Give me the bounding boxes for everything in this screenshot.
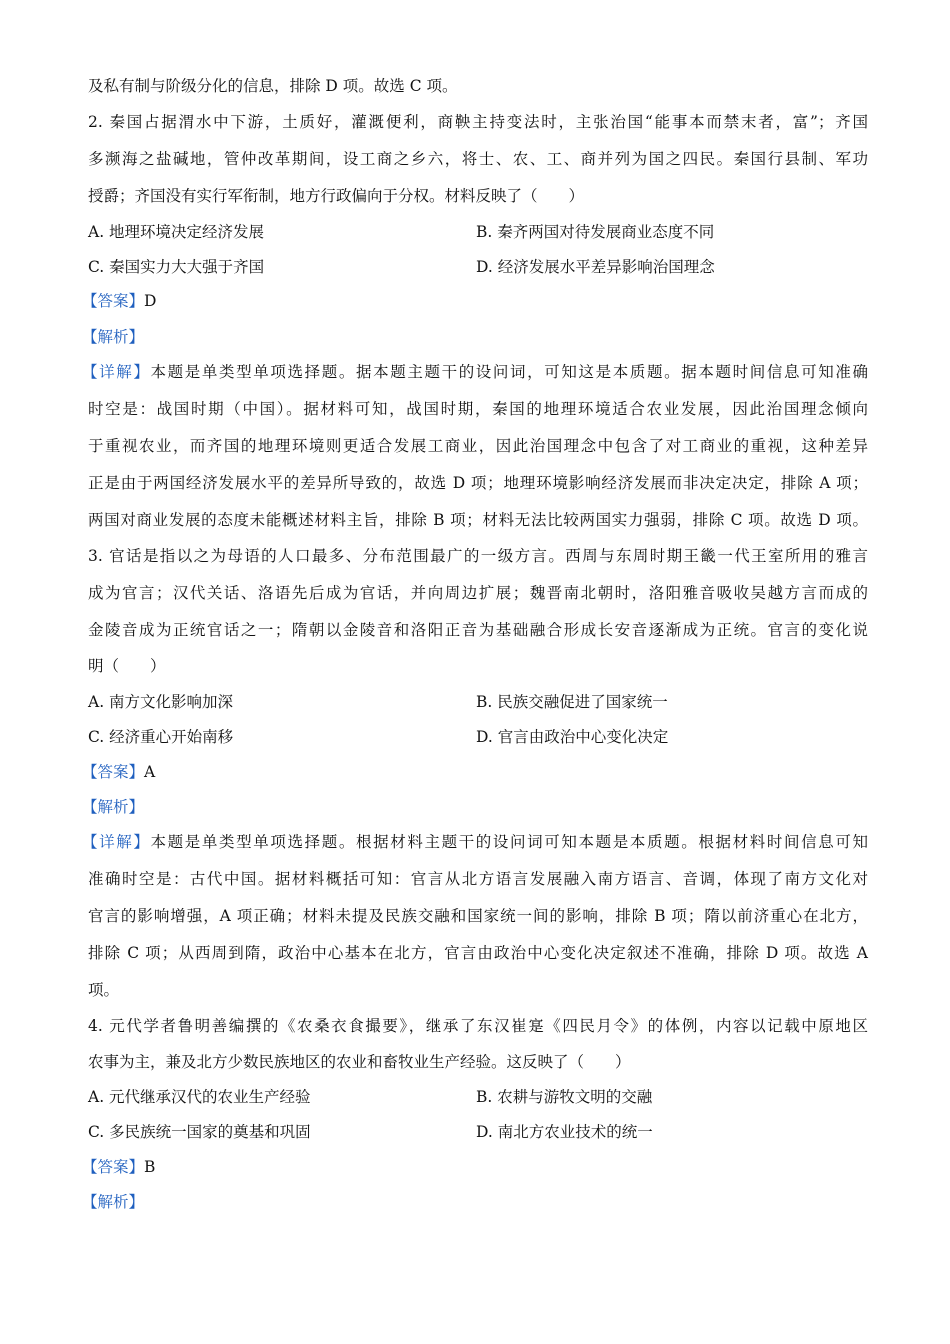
q2-detail-line: 正是由于两国经济发展水平的差异所导致的，故选 D 项；地理环境影响经济发展而非决定决定，排除 A 项； [88,474,868,492]
q3-stem-line: 成为官言；汉代关话、洛语先后成为官话，并向周边扩展；魏晋南北朝时，洛阳雅音吸收吴越方言而成的 [88,584,868,602]
q3-option-a: A. 南方文化影响加深 [88,693,234,711]
detail-label: 【详解】 [82,833,151,851]
q4-stem-line: 农事为主，兼及北方少数民族地区的农业和畜牧业生产经验。这反映了（ ） [88,1053,631,1071]
answer-label: 【答案】 [82,292,145,310]
answer-value: A [144,763,156,781]
q2-option-a: A. 地理环境决定经济发展 [88,223,265,241]
answer-label: 【答案】 [82,763,145,781]
q3-analysis-label: 【解析】 [82,798,145,816]
q3-detail-line: 【详解】本题是单类型单项选择题。根据材料主题干的设问词可知本题是本质题。根据材料时间信息可知 [82,833,868,851]
q3-option-b: B. 民族交融促进了国家统一 [476,693,668,711]
q2-stem-line: 多濒海之盐碱地，管仲改革期间，设工商之乡六，将士、农、工、商并列为国之四民。秦国行县制、军功 [88,150,868,168]
q4-stem-line: 4. 元代学者鲁明善编撰的《农桑衣食撮要》，继承了东汉崔寔《四民月令》的体例，内容以记载中原地区 [88,1017,868,1035]
q3-detail-line: 项。 [88,981,120,999]
q2-stem-line: 2. 秦国占据渭水中下游，土质好，灌溉便利，商鞅主持变法时，主张治国“能事本而禁末者，富”；齐国 [88,113,868,131]
q4-analysis-label: 【解析】 [82,1193,145,1211]
q4-option-a: A. 元代继承汉代的农业生产经验 [88,1088,311,1106]
q3-option-d: D. 官言由政治中心变化决定 [476,728,669,746]
q3-detail-line: 排除 C 项；从西周到隋，政治中心基本在北方，官言由政治中心变化决定叙述不准确，排除 D 项。故选 A [88,944,868,962]
q3-stem-line: 金陵音成为正统官话之一；隋朝以金陵音和洛阳正音为基础融合形成长安音逐渐成为正统。官言的变化说 [88,621,868,639]
q4-option-d: D. 南北方农业技术的统一 [476,1123,653,1141]
q2-option-d: D. 经济发展水平差异影响治国理念 [476,258,715,276]
q2-answer [82,291,156,311]
q4-answer [82,1157,155,1177]
answer-value: B [144,1158,156,1176]
detail-label: 【详解】 [82,363,151,381]
q2-option-c: C. 秦国实力大大强于齐国 [88,258,265,276]
q2-detail-line: 两国对商业发展的态度未能概述材料主旨，排除 B 项；材料无法比较两国实力强弱，排除 C 项。故选 D 项。 [88,511,868,529]
q2-detail-line: 【详解】本题是单类型单项选择题。据本题主题干的设问词，可知这是本质题。据本题时间信息可知准确 [82,363,868,381]
previous-answer-tail: 及私有制与阶级分化的信息，排除 D 项。故选 C 项。 [88,77,458,95]
q4-option-b: B. 农耕与游牧文明的交融 [476,1088,653,1106]
q2-detail-line: 时空是：战国时期（中国）。据材料可知，战国时期，秦国的地理环境适合农业发展，因此治国理念倾向 [88,400,868,418]
q3-option-c: C. 经济重心开始南移 [88,728,234,746]
q2-option-b: B. 秦齐两国对待发展商业态度不同 [476,223,715,241]
q4-option-c: C. 多民族统一国家的奠基和巩固 [88,1123,311,1141]
q3-detail-line: 准确时空是：古代中国。据材料概括可知：官言从北方语言发展融入南方语言、音调，体现了南方文化对 [88,870,868,888]
q3-stem-line: 明（ ） [88,657,166,675]
q2-analysis-label: 【解析】 [82,328,145,346]
q3-detail-line: 官言的影响增强，A 项正确；材料未提及民族交融和国家统一间的影响，排除 B 项；隋以前济重心在北方， [88,907,868,925]
answer-value: D [144,292,157,310]
q2-detail-line: 于重视农业，而齐国的地理环境则更适合发展工商业，因此治国理念中包含了对工商业的重视，这种差异 [88,437,868,455]
q3-stem-line: 3. 官话是指以之为母语的人口最多、分布范围最广的一级方言。西周与东周时期王畿一代王室所用的雅言 [88,547,868,565]
q2-stem-line: 授爵；齐国没有实行军衔制，地方行政偏向于分权。材料反映了（ ） [88,187,585,205]
q3-answer [82,762,155,782]
answer-label: 【答案】 [82,1158,145,1176]
